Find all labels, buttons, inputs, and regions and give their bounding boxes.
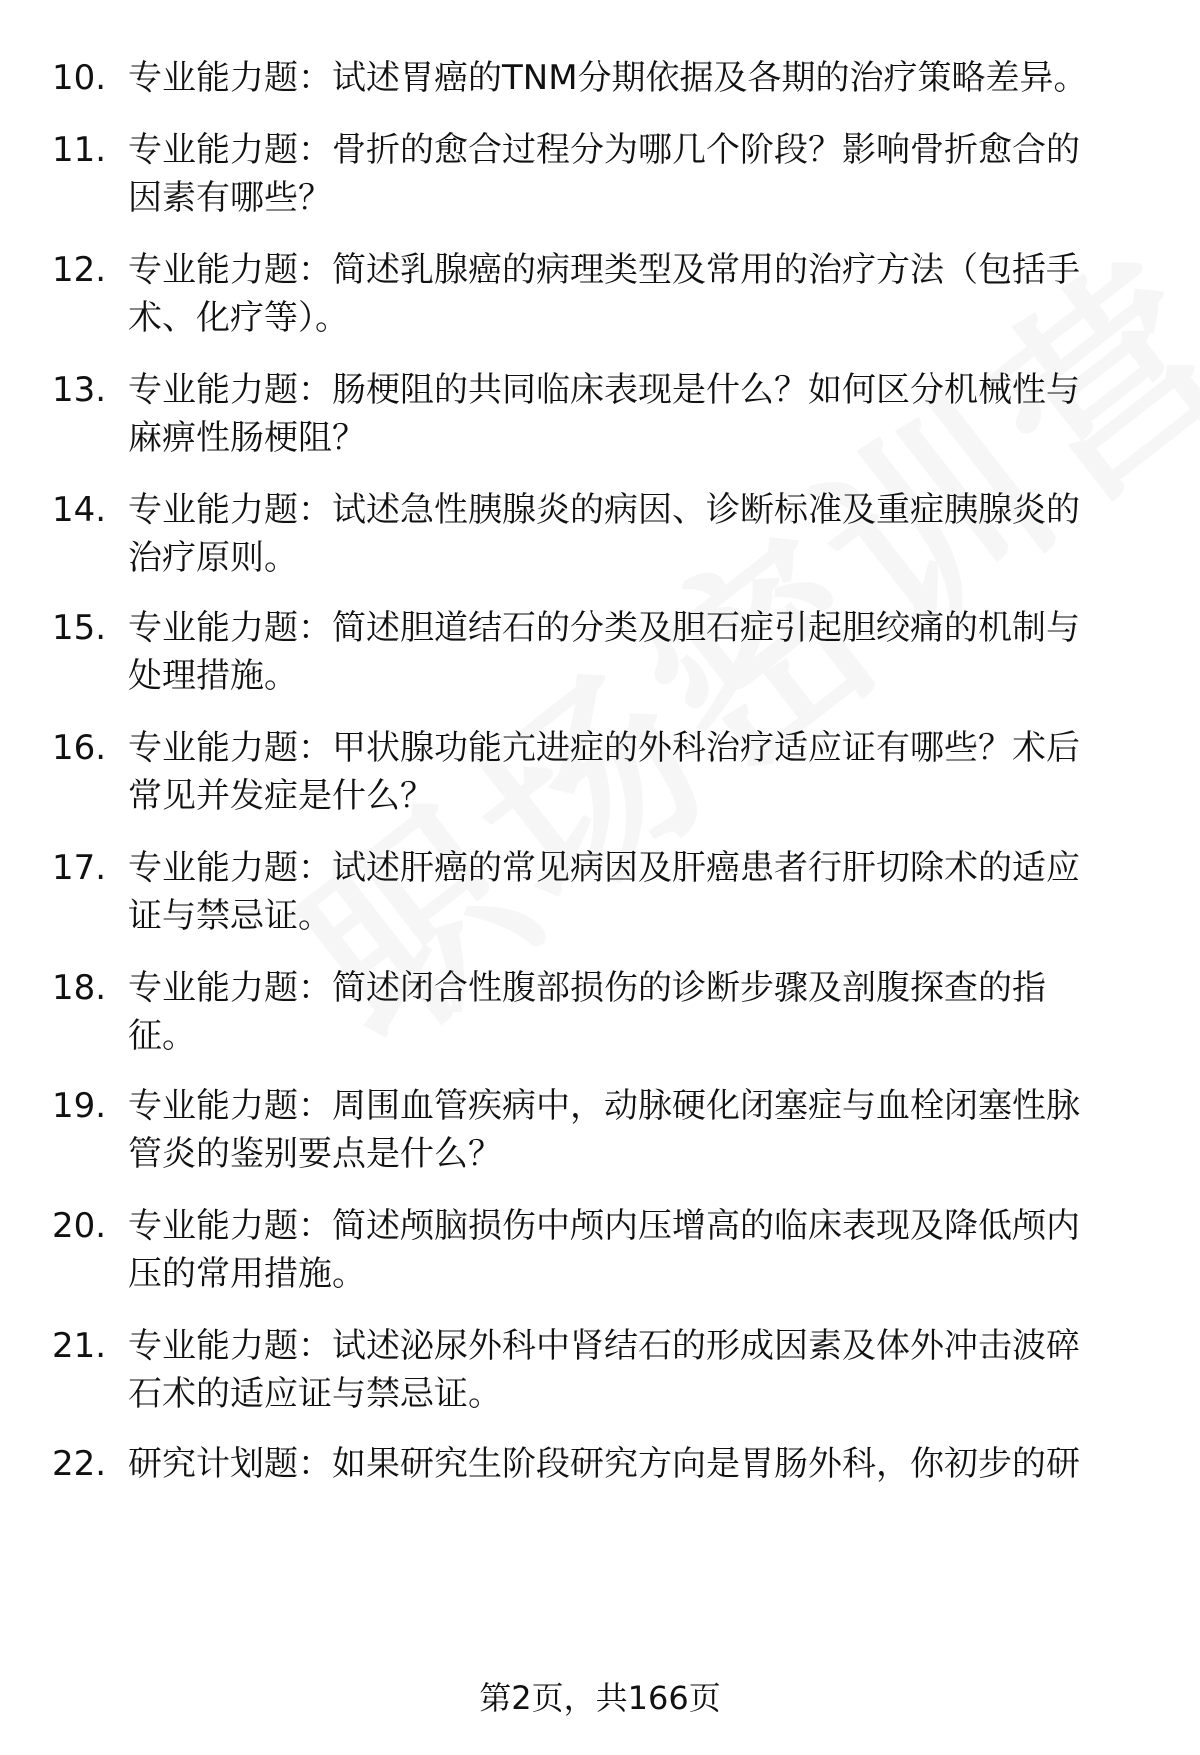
question-number: 10. bbox=[52, 58, 107, 98]
question-text bbox=[128, 1440, 1148, 1488]
question-line: 专业能力题：简述乳腺癌的病理类型及常用的治疗方法（包括手 bbox=[128, 250, 1080, 290]
question-line: 管炎的鉴别要点是什么？ bbox=[128, 1134, 502, 1174]
question-text bbox=[128, 126, 1148, 222]
question-line: 专业能力题：试述泌尿外科中肾结石的形成因素及体外冲击波碎 bbox=[128, 1326, 1080, 1366]
question-number: 20. bbox=[52, 1206, 107, 1246]
question-line: 专业能力题：简述胆道结石的分类及胆石症引起胆绞痛的机制与 bbox=[128, 608, 1080, 648]
question-line: 专业能力题：试述急性胰腺炎的病因、诊断标准及重症胰腺炎的 bbox=[128, 490, 1080, 530]
question-text bbox=[128, 844, 1148, 940]
question-text bbox=[128, 604, 1148, 700]
question-text bbox=[128, 724, 1148, 820]
question-text bbox=[128, 486, 1148, 582]
question-text bbox=[128, 964, 1148, 1060]
question-number: 22. bbox=[52, 1444, 107, 1484]
question-line: 专业能力题：简述颅脑损伤中颅内压增高的临床表现及降低颅内 bbox=[128, 1206, 1080, 1246]
question-number: 13. bbox=[52, 370, 107, 410]
question-line: 专业能力题：周围血管疾病中，动脉硬化闭塞症与血栓闭塞性脉 bbox=[128, 1086, 1080, 1126]
question-line: 专业能力题：简述闭合性腹部损伤的诊断步骤及剖腹探查的指 bbox=[128, 968, 1046, 1008]
question-text bbox=[128, 1202, 1148, 1298]
page-footer bbox=[0, 1676, 1200, 1720]
question-line: 专业能力题：甲状腺功能亢进症的外科治疗适应证有哪些？术后 bbox=[128, 728, 1080, 768]
question-line: 术、化疗等）。 bbox=[128, 298, 349, 338]
question-number: 16. bbox=[52, 728, 107, 768]
question-number: 18. bbox=[52, 968, 107, 1008]
question-line: 压的常用措施。 bbox=[128, 1254, 366, 1294]
question-text bbox=[128, 1082, 1148, 1178]
question-number: 19. bbox=[52, 1086, 107, 1126]
question-line: 常见并发症是什么？ bbox=[128, 776, 434, 816]
page-number-label: 第2页，共166页 bbox=[479, 1679, 721, 1717]
question-line: 研究计划题：如果研究生阶段研究方向是胃肠外科，你初步的研 bbox=[128, 1444, 1080, 1484]
question-text bbox=[128, 246, 1148, 342]
question-number: 15. bbox=[52, 608, 107, 648]
question-number: 17. bbox=[52, 848, 107, 888]
question-line: 治疗原则。 bbox=[128, 538, 298, 578]
question-line: 专业能力题：试述肝癌的常见病因及肝癌患者行肝切除术的适应 bbox=[128, 848, 1080, 888]
question-text bbox=[128, 1322, 1148, 1418]
question-line: 证与禁忌证。 bbox=[128, 896, 332, 936]
question-number: 11. bbox=[52, 130, 107, 170]
question-line: 因素有哪些？ bbox=[128, 178, 332, 218]
question-line: 石术的适应证与禁忌证。 bbox=[128, 1374, 502, 1414]
question-number: 21. bbox=[52, 1326, 107, 1366]
question-text bbox=[128, 54, 1148, 102]
question-number: 14. bbox=[52, 490, 107, 530]
question-line: 麻痹性肠梗阻？ bbox=[128, 418, 366, 458]
question-line: 处理措施。 bbox=[128, 656, 298, 696]
question-line: 征。 bbox=[128, 1016, 196, 1056]
question-line: 专业能力题：肠梗阻的共同临床表现是什么？如何区分机械性与 bbox=[128, 370, 1080, 410]
question-line: 专业能力题：骨折的愈合过程分为哪几个阶段？影响骨折愈合的 bbox=[128, 130, 1080, 170]
question-line: 专业能力题：试述胃癌的TNM分期依据及各期的治疗策略差异。 bbox=[128, 58, 1088, 98]
question-text bbox=[128, 366, 1148, 462]
question-number: 12. bbox=[52, 250, 107, 290]
